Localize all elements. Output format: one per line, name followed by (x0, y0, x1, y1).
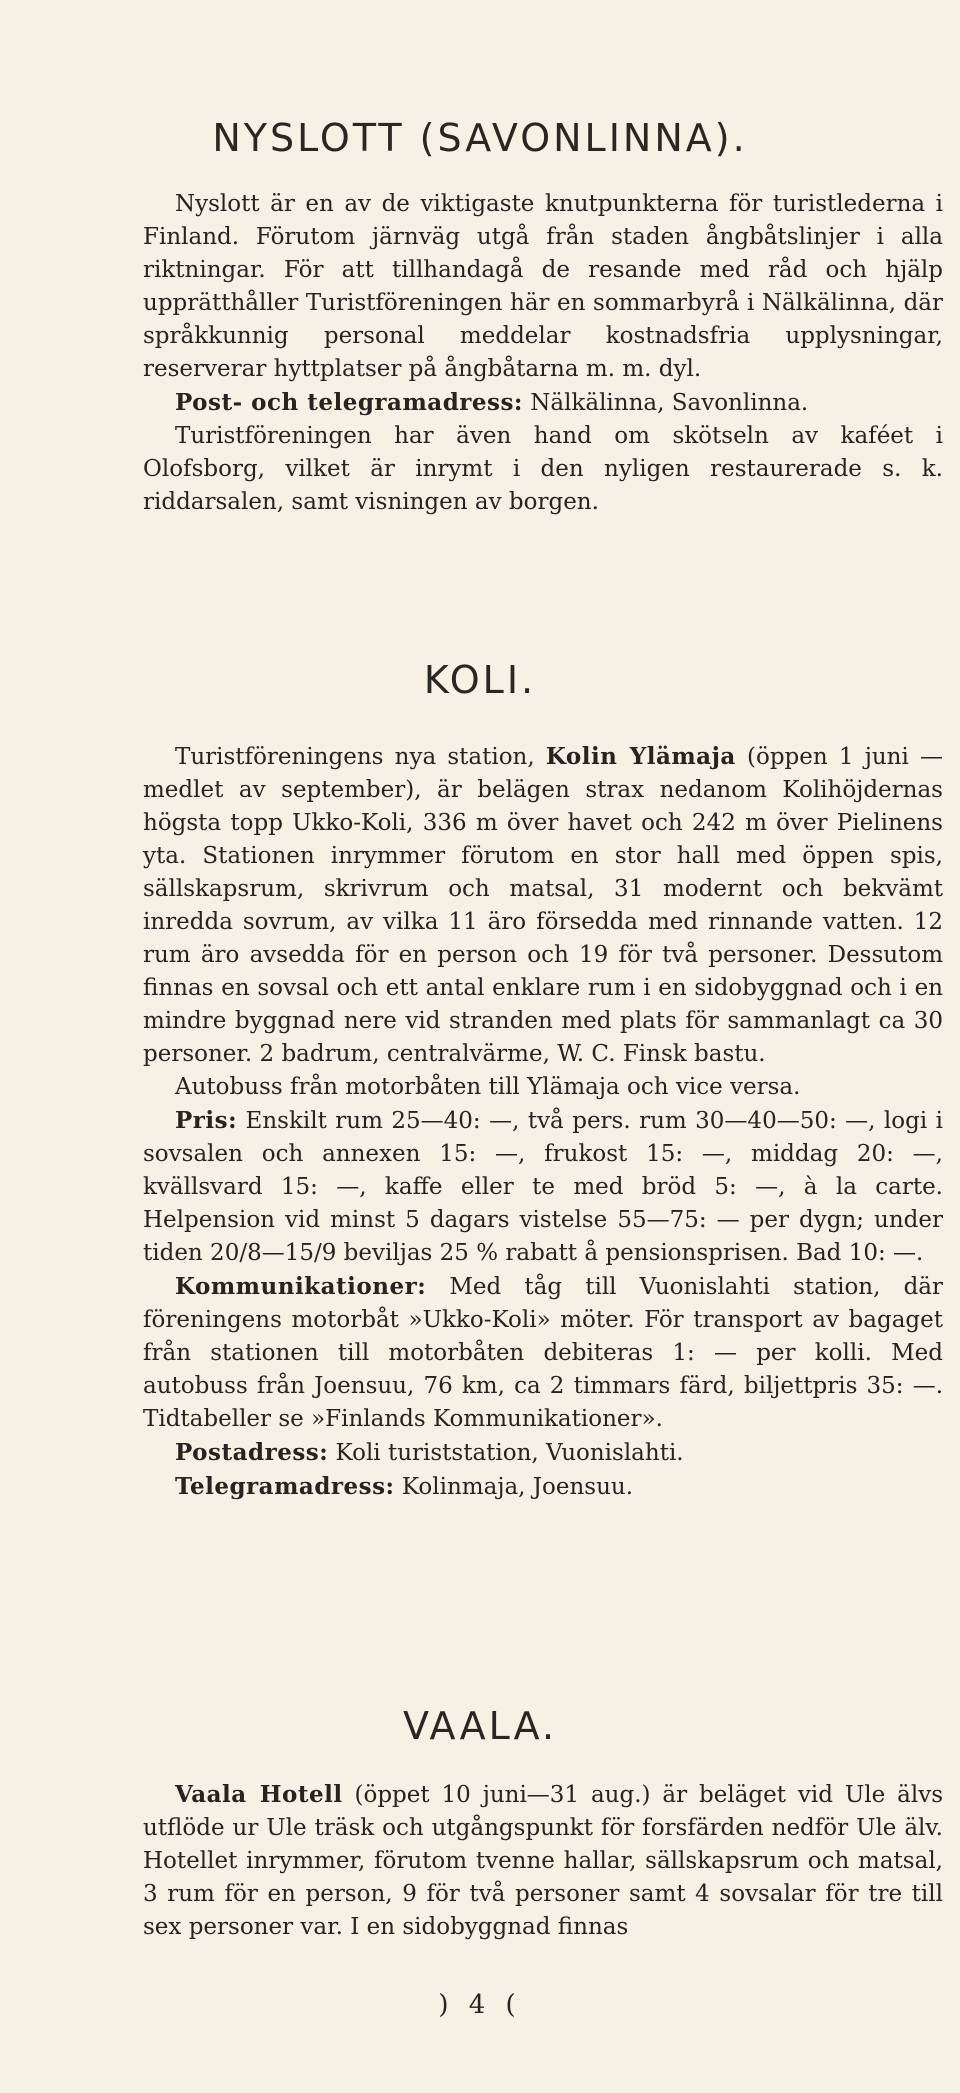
section-body-vaala (143, 1778, 943, 1944)
price-text: Enskilt rum 25—40: —, två pers. rum 30—40—50: —, logi i sovsalen och annexen 15: —, frukost 15: —, middag 20: —, kvällsvard 15: —, kaffe eller te med bröd 5: —, à la carte. Helpension vid minst 5 dagars vistelse 55—75: — per dygn; under tiden 20/8—15/9 beviljas 25 % rabatt å pensionsprisen. Bad 10: —. (143, 1108, 943, 1266)
paragraph (143, 740, 943, 1071)
communications-text: Med tåg till Vuonislahti station, där föreningens motorbåt »Ukko-Koli» möter. För transport av bagaget från stationen till motorbåten debiteras 1: — per kolli. Med autobuss från Joensuu, 76 km, ca 2 timmars färd, biljettpris 35: —. Tidtabeller se »Finlands Kommunikationer». (143, 1274, 943, 1432)
text-run: Turistföreningens nya station, (175, 744, 546, 770)
text-run: (öppen 1 juni —medlet av september), är belägen strax nedanom Kolihöjdernas högsta topp Ukko-Koli, 336 m över havet och 242 m över Pielinens yta. Stationen inrymmer förutom en stor hall med öppen spis, sällskapsrum, skrivrum och matsal, 31 modernt och bekvämt inredda sovrum, av vilka 11 äro försedda med rinnande vatten. 12 rum äro avsedda för en person och 19 för två personer. Dessutom finnas en sovsal och ett antal enklare rum i en sidobyggnad och i en mindre byggnad nere vid stranden med plats för sammanlagt ca 30 personer. 2 badrum, centralvärme, W. C. Finsk bastu. (143, 744, 944, 1067)
postal-label: Postadress: (175, 1439, 329, 1466)
paragraph: Turistföreningen har även hand om skötseln av kaféet i Olofsborg, vilket är inrymt i den nyligen restaurerade s. k. riddarsalen, samt visningen av borgen. (143, 423, 943, 515)
address-label: Post- och telegramadress: (175, 389, 523, 416)
paragraph: Nyslott är en av de viktigaste knutpunkterna för turistlederna i Finland. Förutom järnväg utgå från staden ångbåtslinjer i alla riktningar. För att tillhandagå de resande med råd och hjälp upprätthåller Turistföreningen här en sommarbyrå i Nälkälinna, där språkkunnig personal meddelar kostnadsfria upplysningar, reserverar hyttplatser på ångbåtarna m. m. dyl. (143, 191, 943, 382)
paragraph-postal-address (143, 1436, 943, 1470)
address-text: Nälkälinna, Savonlinna. (522, 390, 809, 416)
paragraph-telegram-address (143, 1470, 943, 1504)
station-name: Kolin Ylämaja (545, 743, 736, 770)
paragraph-prices (143, 1104, 943, 1270)
paragraph-address (143, 386, 943, 420)
paragraph: Autobuss från motorbåten till Ylämaja och vice versa. (175, 1074, 801, 1100)
section-heading-koli: KOLI. (423, 658, 537, 702)
section-heading-nyslott: NYSLOTT (SAVONLINNA). (212, 116, 748, 160)
communications-label: Kommunikationer: (175, 1273, 427, 1300)
postal-text: Koli turiststation, Vuonislahti. (328, 1440, 684, 1466)
paragraph (143, 1778, 943, 1944)
page-number: ) 4 ( (438, 1990, 522, 2020)
text-run: (öppet 10 juni—31 aug.) är beläget vid Ule älvs utflöde ur Ule träsk och utgångspunkt för forsfärden nedför Ule älv. Hotellet inrymmer, förutom tvenne hallar, sällskapsrum och matsal, 3 rum för en person, 9 för två personer samt 4 sovsalar för tre till sex personer var. I en sidobyggnad finnas (143, 1782, 943, 1940)
paragraph-communications (143, 1270, 943, 1436)
telegram-text: Kolinmaja, Joensuu. (394, 1474, 634, 1500)
telegram-label: Telegramadress: (175, 1473, 395, 1500)
price-label: Pris: (175, 1107, 238, 1134)
section-body-koli (143, 740, 943, 1504)
hotel-name: Vaala Hotell (175, 1781, 343, 1808)
section-heading-vaala: VAALA. (402, 1704, 558, 1748)
section-body-nyslott (143, 188, 943, 519)
